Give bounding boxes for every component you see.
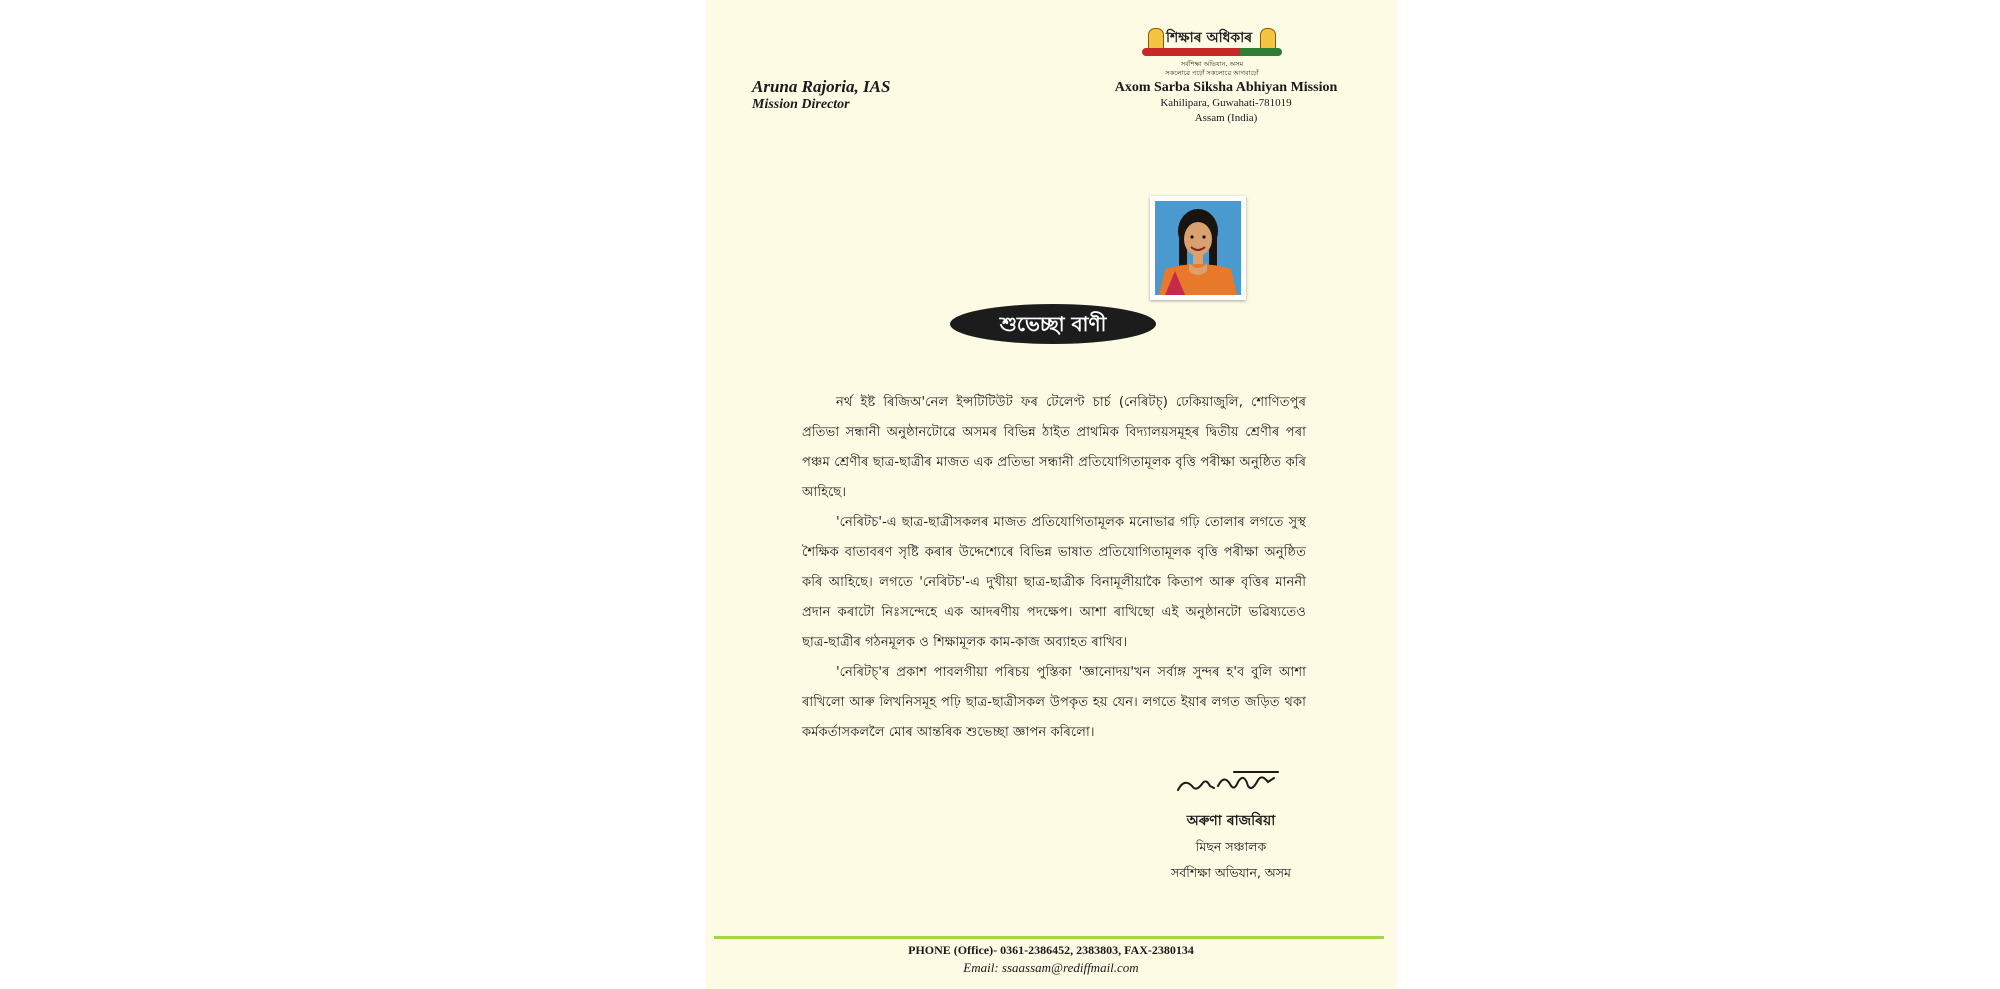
handwritten-signature: [1174, 764, 1284, 800]
letter-page: [706, 0, 1396, 989]
sender-name: Aruna Rajoria, IAS: [752, 77, 891, 96]
footer-email: Email: ssaassam@rediffmail.com: [963, 960, 1139, 975]
footer-divider: [714, 936, 1384, 939]
pencil-icon: [1142, 48, 1282, 56]
portrait-image: [1155, 201, 1241, 295]
logo-title: শিক্ষাৰ অধিকাৰ: [1166, 30, 1253, 46]
message-body: [802, 388, 1306, 748]
signer-name: অৰুণা ৰাজৰিয়া: [1186, 813, 1276, 829]
message-heading: শুভেচ্ছা বাণী: [950, 304, 1156, 344]
logo-tagline-secondary: সকলোৱে পঢ়োঁ সকলোৱে আগবাঢ়োঁ: [1165, 69, 1259, 77]
body-paragraph: নৰ্থ ইষ্ট ৰিজিঅ'নেল ইন্সটিটিউট ফৰ টেলেণ্ট চাৰ্চ (নেৰিটচ্‌) ঢেকিয়াজুলি, শোণিতপুৰ প্ৰতিভা সন্ধানী অনুষ্ঠানটোৱে অসমৰ বিভিন্ন ঠাইত প্ৰাথমিক বিদ্যালয়সমূহৰ দ্বিতীয় শ্ৰেণীৰ পৰা পঞ্চম শ্ৰেণীৰ ছাত্ৰ-ছাত্ৰীৰ মাজত এক প্ৰতিভা সন্ধানী প্ৰতিযোগিতামূলক বৃত্তি পৰীক্ষা অনুষ্ঠিত কৰি আহিছে।: [802, 395, 1306, 500]
logo-tagline: সৰ্বশিক্ষা অভিযান, অসম: [1180, 60, 1244, 68]
signer-organization: সৰ্বশিক্ষা অভিযান, অসম: [1171, 865, 1291, 880]
body-paragraph: 'নেৰিটচ্‌'ৰ প্ৰকাশ পাবলগীয়া পৰিচয় পুস্তিকা 'জ্ঞানোদয়'খন সৰ্বাঙ্গ সুন্দৰ হ'ব বুলি আশা ৰাখিলো আৰু লিখনিসমূহ পঢ়ি ছাত্ৰ-ছাত্ৰীসকল উপকৃত হয় যেন। লগতে ইয়াৰ লগত জড়িত থকা কৰ্মকৰ্তাসকললৈ মোৰ আন্তৰিক শুভেচ্ছা জ্ঞাপন কৰিলো।: [802, 665, 1306, 740]
organization-country: Assam (India): [1194, 112, 1258, 124]
body-paragraph: 'নেৰিটচ'-এ ছাত্ৰ-ছাত্ৰীসকলৰ মাজত প্ৰতিযোগিতামূলক মনোভাৱ গঢ়ি তোলাৰ লগতে সুস্থ শৈক্ষিক বাতাবৰণ সৃষ্টি কৰাৰ উদ্দেশ্যেৰে বিভিন্ন ভাষাত প্ৰতিযোগিতামূলক বৃত্তি পৰীক্ষা অনুষ্ঠিত কৰি আহিছে। লগতে 'নেৰিটচ'-এ দুখীয়া ছাত্ৰ-ছাত্ৰীক বিনামূলীয়াকৈ কিতাপ আৰু বৃত্তিৰ মাননী প্ৰদান কৰাটো নিঃসন্দেহে এক আদৰণীয় পদক্ষেপ। আশা ৰাখিছো এই অনুষ্ঠানটো ভৱিষ্যতেও ছাত্ৰ-ছাত্ৰীৰ গঠনমূলক ও শিক্ষামূলক কাম-কাজ অব্যাহত ৰাখিব।: [802, 515, 1306, 650]
sender-block: [752, 78, 890, 114]
signer-title: মিছন সঞ্চালক: [1195, 839, 1267, 854]
organization-name: Axom Sarba Siksha Abhiyan Mission: [1114, 80, 1338, 95]
organization-block: [1096, 80, 1356, 126]
organization-address: Kahilipara, Guwahati-781019: [1160, 97, 1292, 109]
signer-block: [1136, 808, 1326, 886]
letter-footer: [706, 942, 1396, 976]
sender-role: Mission Director: [752, 97, 850, 112]
ssa-logo: [1142, 26, 1282, 78]
footer-phone: PHONE (Office)- 0361-2386452, 2383803, FAX-2380134: [908, 943, 1194, 957]
portrait-photo: [1150, 196, 1246, 300]
